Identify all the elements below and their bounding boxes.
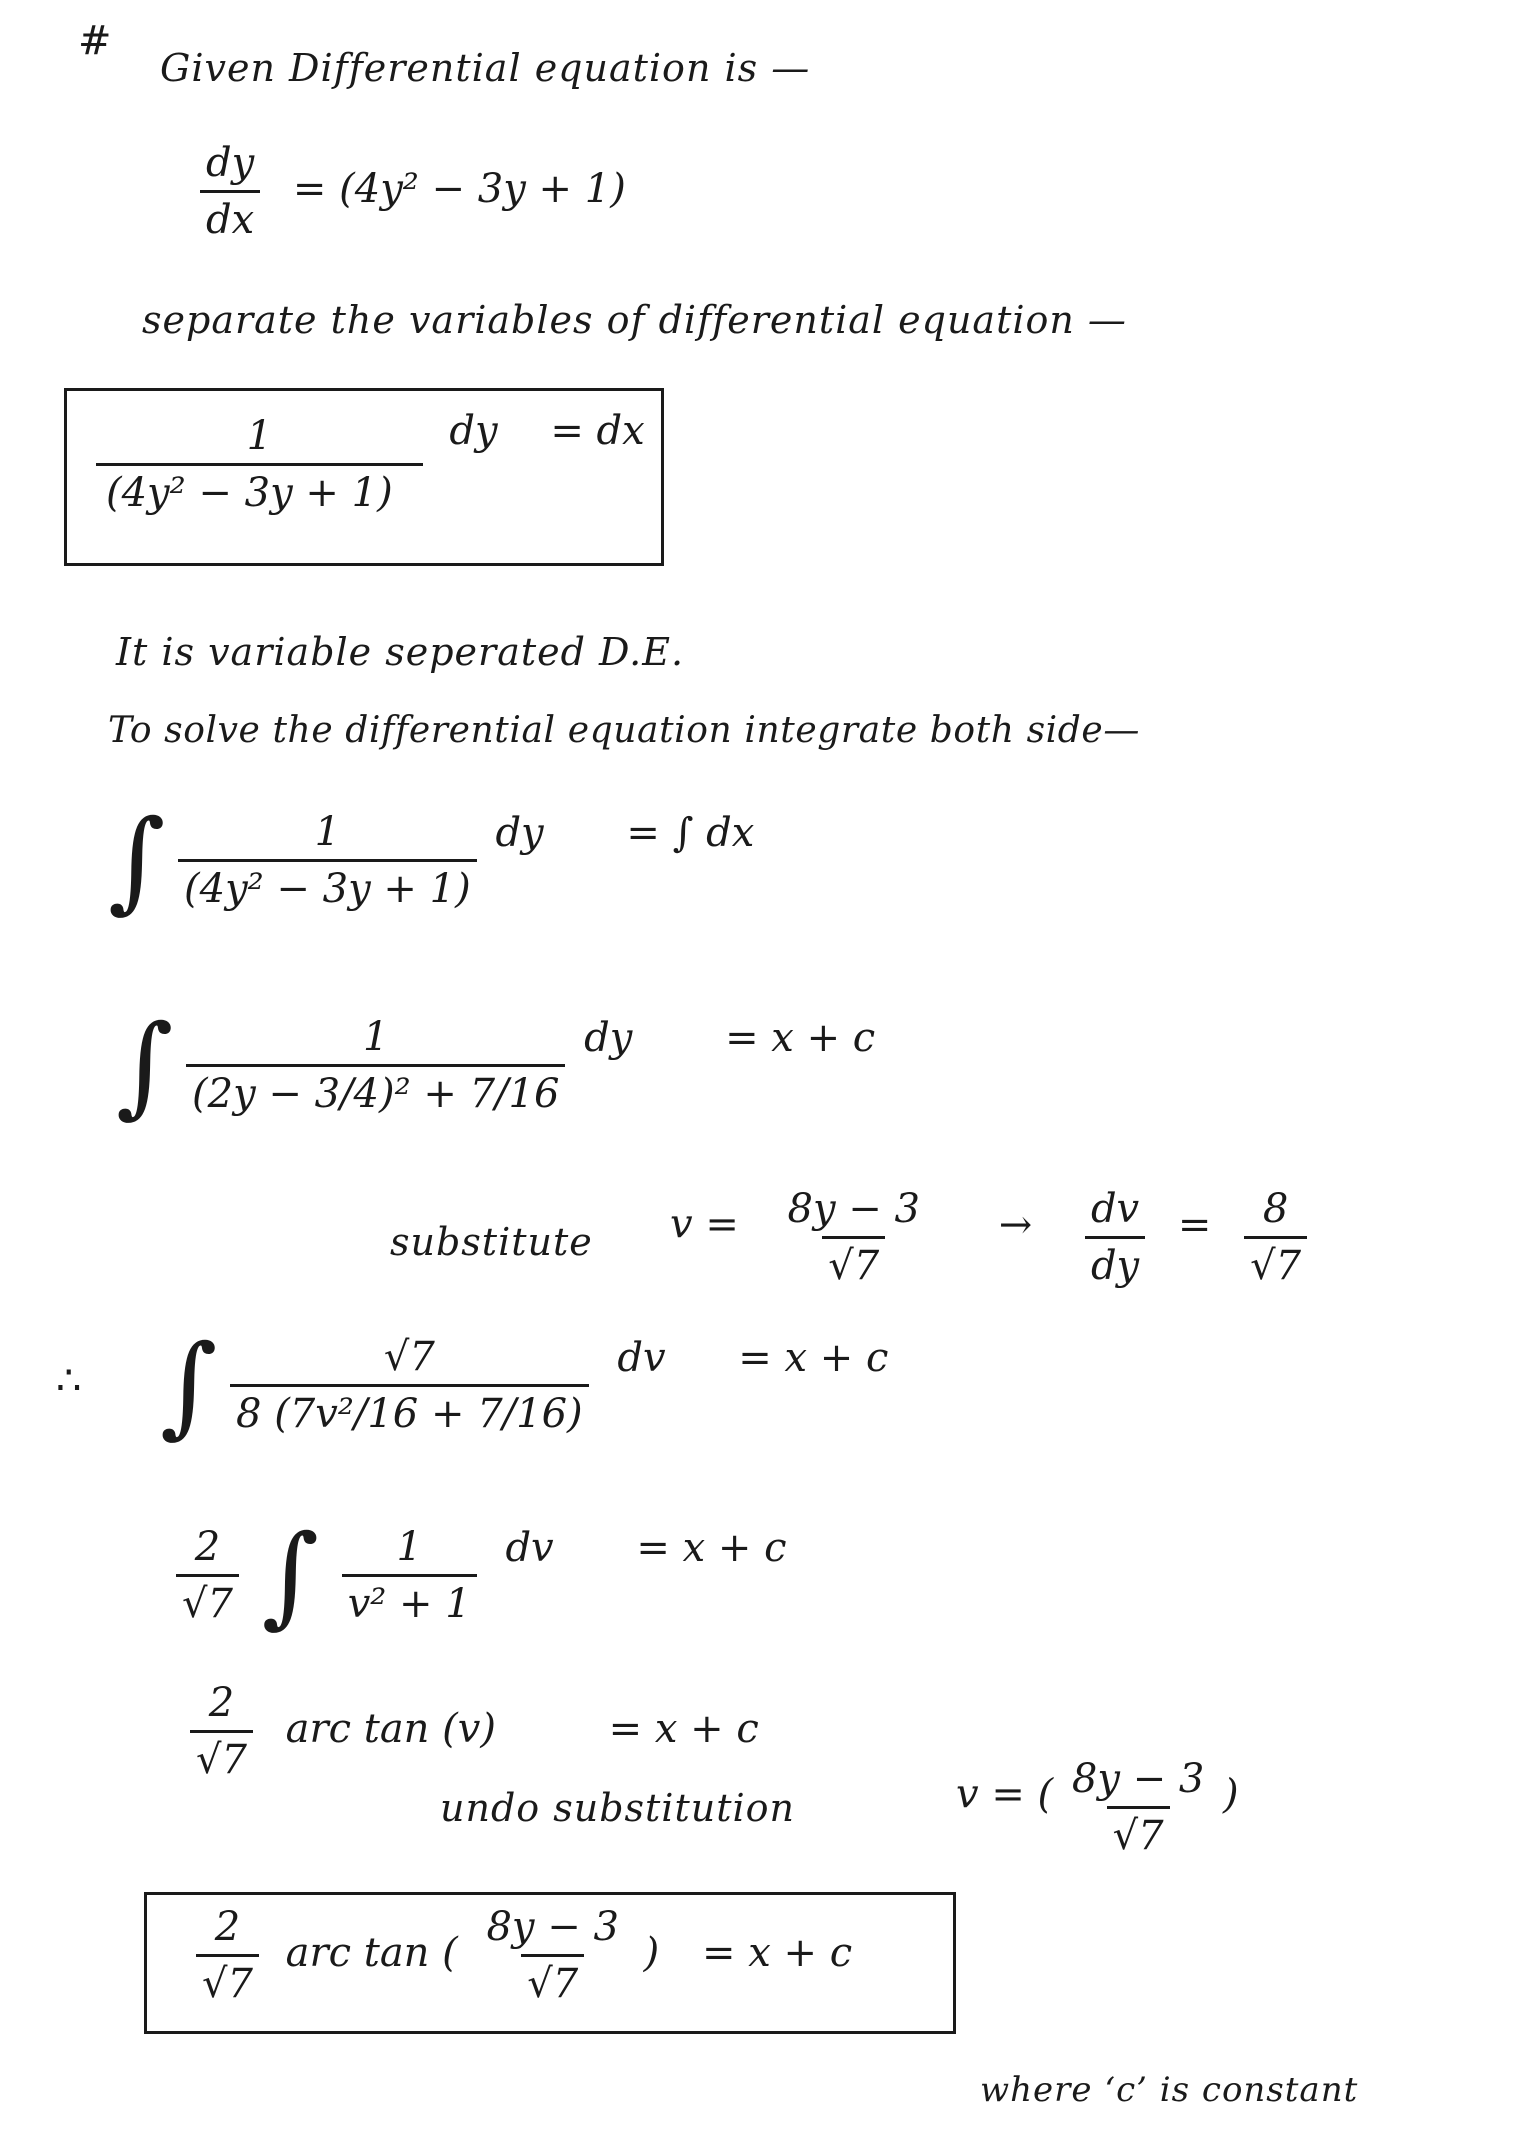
int3-den: 8 (7v²/16 + 7/16) [230,1384,589,1437]
undo-label: undo substitution [440,1786,795,1830]
final-num: 8y − 3 [486,1904,619,1950]
int4-den: v² + 1 [342,1574,477,1627]
arctan-coef-num: 2 [208,1680,235,1726]
undo-close: ) [1223,1771,1239,1818]
undo-v: v = ( [956,1771,1054,1818]
integral-3 [160,1321,889,1449]
ratio-den: √7 [1244,1236,1307,1289]
equation-given [200,140,626,243]
integral-sign-icon: ∫ [108,796,166,924]
int1-den: (4y² − 3y + 1) [178,859,477,912]
arctan-expr: arc tan (v) [285,1705,496,1752]
arctan-rhs: = x + c [608,1705,759,1752]
int3-dv: dv [617,1335,666,1381]
arctan-coef-den: √7 [190,1730,253,1783]
subst-num: 8y − 3 [787,1186,920,1232]
subst-den: √7 [822,1236,885,1289]
final-answer [196,1904,852,2007]
where-text: where ‘c’ is constant [980,2070,1359,2110]
subst-eq: = [1177,1201,1212,1248]
integral-sign-icon: ∫ [160,1321,218,1449]
final-den: √7 [521,1954,584,2007]
sep-rhs: = dx [550,408,645,454]
hash-mark: # [78,18,112,64]
int2-rhs: = x + c [725,1015,876,1061]
final-rhs: = x + c [701,1929,853,1976]
dv-num: dv [1090,1186,1140,1232]
int2-den: (2y − 3/4)² + 7/16 [186,1064,565,1117]
int3-rhs: = x + c [738,1335,889,1381]
given-rhs: = (4y² − 3y + 1) [292,165,626,212]
substitute-expr [670,1186,1307,1289]
dx-den: dx [200,190,260,243]
sep-num: 1 [246,412,273,459]
v-equals: v = [670,1201,739,1248]
int4-dv: dv [505,1525,554,1571]
final-close: ) [643,1929,660,1976]
int3-num: √7 [383,1333,435,1380]
integral-4 [176,1511,787,1639]
dy-num: dy [206,140,255,186]
ratio-num: 8 [1262,1186,1289,1232]
integral-sign-icon: ∫ [261,1511,319,1639]
integral-sign-icon: ∫ [116,1001,174,1129]
int4-num: 1 [396,1523,422,1570]
arrow-icon: → [998,1201,1033,1248]
int4-coef-den: √7 [176,1574,239,1627]
int2-dy: dy [584,1015,633,1061]
separate-text: separate the variables of differential equation — [142,298,1127,342]
variable-separated-text: It is variable seperated D.E. [116,630,685,674]
final-coef-den: √7 [196,1954,259,2007]
int1-num: 1 [314,808,341,855]
undo-expr [956,1756,1239,1859]
intro-text: Given Differential equation is — [160,46,811,90]
final-fn: arc tan ( [285,1929,458,1976]
undo-den: √7 [1107,1806,1170,1859]
int2-num: 1 [363,1013,389,1060]
undo-num: 8y − 3 [1071,1756,1205,1802]
int1-rhs: = ∫ dx [626,810,755,856]
int4-coef-num: 2 [194,1523,221,1570]
final-coef-num: 2 [214,1904,241,1950]
solve-text: To solve the differential equation integrate both side— [108,710,1140,751]
therefore-symbol: ∴ [56,1358,82,1404]
int1-dy: dy [495,810,544,856]
sep-dy: dy [449,408,498,454]
substitute-label: substitute [390,1220,593,1264]
int4-rhs: = x + c [636,1525,787,1571]
integral-1 [108,796,755,924]
arctan-step [190,1680,759,1783]
integral-2 [116,1001,876,1129]
separated-equation [96,408,645,516]
dy-den: dy [1085,1236,1145,1289]
sep-den: (4y² − 3y + 1) [96,463,423,516]
